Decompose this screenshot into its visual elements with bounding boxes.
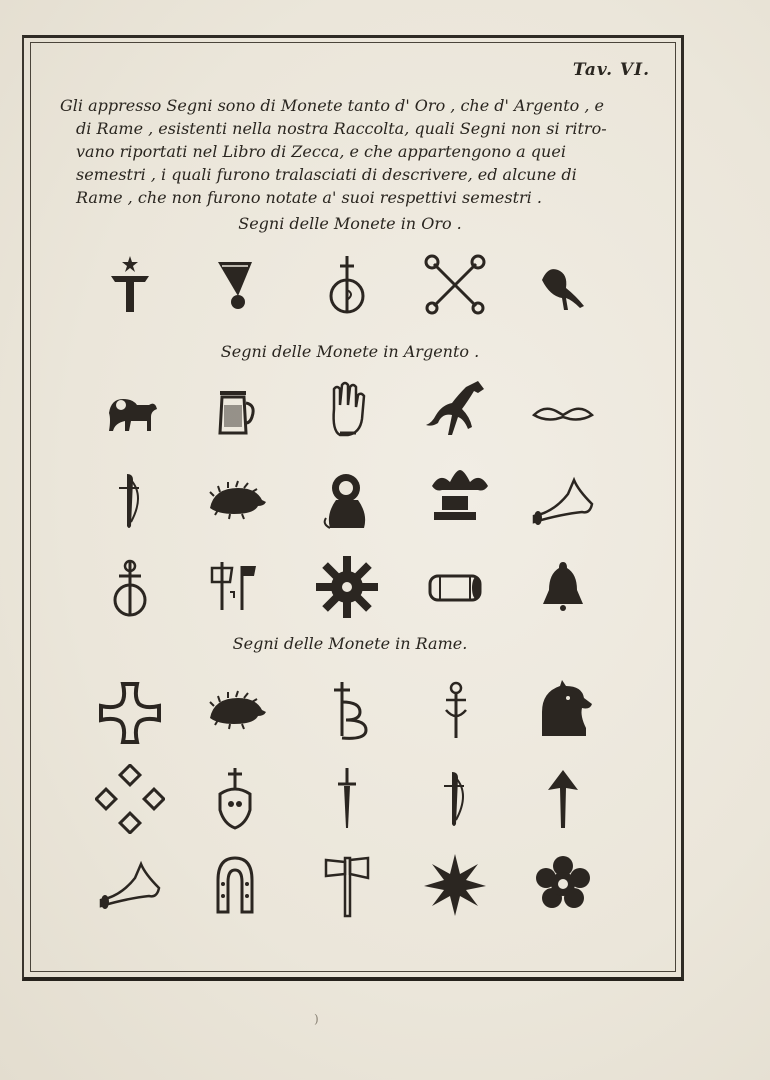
cog-icon <box>312 552 382 622</box>
cross-pattee-icon <box>95 676 165 746</box>
rose-icon <box>528 850 598 920</box>
horseshoe-icon <box>200 850 270 920</box>
barrel-icon <box>420 552 490 622</box>
sword-icon <box>312 764 382 834</box>
dagger-icon <box>420 764 490 834</box>
star-icon <box>420 850 490 920</box>
axe-icon <box>312 850 382 920</box>
dagger-icon <box>95 466 165 536</box>
intro-line: Gli appresso Segni sono di Monete tanto d' Oro , che d' Argento , e <box>60 96 605 115</box>
bell-icon <box>528 552 598 622</box>
seated-lion-icon <box>312 466 382 536</box>
hedgehog-icon <box>200 466 270 536</box>
horn-icon <box>95 850 165 920</box>
hand-icon <box>312 375 382 445</box>
lion-passant-icon <box>95 375 165 445</box>
heading-oro: Segni delle Monete in Oro . <box>238 214 462 233</box>
plate-label: Tav. VI. <box>572 60 650 80</box>
cross-b-icon <box>312 676 382 746</box>
crowned-anvil-icon <box>420 466 490 536</box>
bear-head-icon <box>528 676 598 746</box>
moustache-icon <box>528 375 598 445</box>
page-mark: ) <box>314 1012 319 1026</box>
orb-cross-icon <box>95 552 165 622</box>
hedgehog-icon <box>200 676 270 746</box>
intro-line: Rame , che non furono notate a' suoi respettivi semestri . <box>76 188 542 207</box>
axe-banner-icon <box>200 552 270 622</box>
intro-text <box>60 94 660 209</box>
intro-line: di Rame , esistenti nella nostra Raccolta, quali Segni non si ritro- <box>76 119 607 138</box>
intro-line: semestri , i quali furono tralasciati di descrivere, ed alcune di <box>76 165 577 184</box>
horn-icon <box>528 466 598 536</box>
tau-star-icon <box>95 250 165 320</box>
rearing-wolf-icon <box>420 375 490 445</box>
shield-cross-icon <box>200 764 270 834</box>
circled-cross-icon <box>312 250 382 320</box>
triangle-medal-icon <box>200 250 270 320</box>
lozenge-cross-icon <box>95 764 165 834</box>
bird-icon <box>528 250 598 320</box>
heading-argento: Segni delle Monete in Argento . <box>220 342 480 361</box>
arrow-up-icon <box>528 764 598 834</box>
crossed-keys-icon <box>420 250 490 320</box>
anchor-cross-icon <box>420 676 490 746</box>
intro-line: vano riportati nel Libro di Zecca, e che appartengono a quei <box>76 142 566 161</box>
heading-rame: Segni delle Monete in Rame. <box>232 634 468 653</box>
jug-icon <box>200 375 270 445</box>
